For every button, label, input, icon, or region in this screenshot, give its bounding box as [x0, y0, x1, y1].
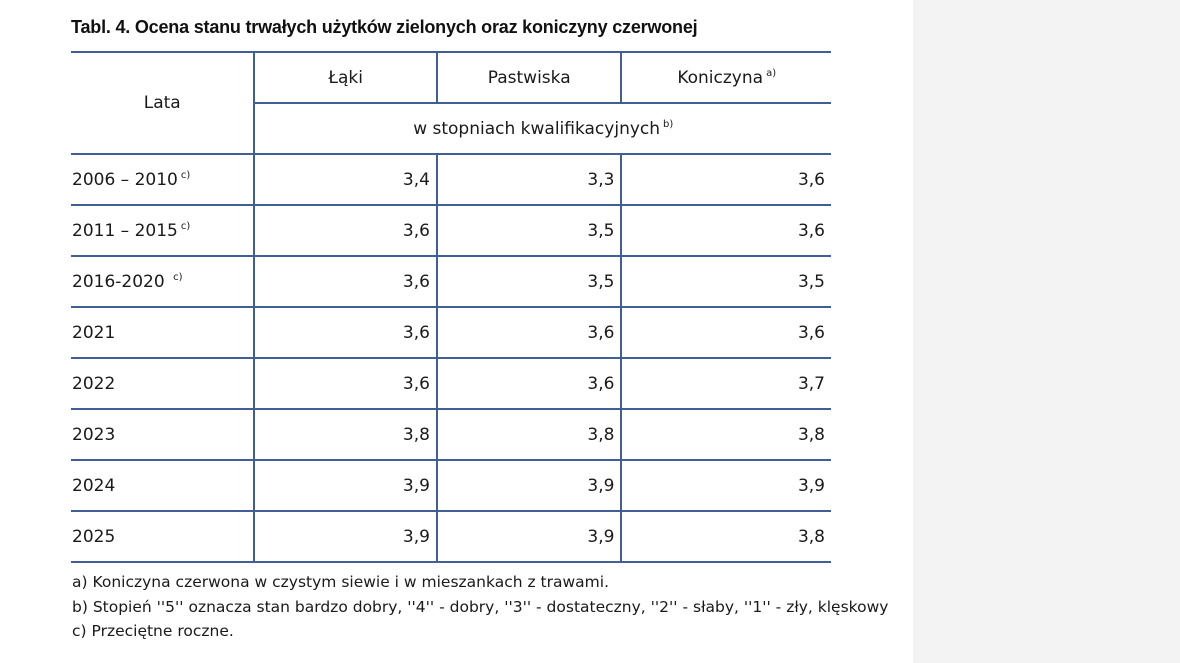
cell-koniczyna: 3,6: [621, 154, 831, 205]
table-row: [71, 358, 831, 409]
header-unit-note: b): [663, 118, 674, 130]
header-koniczyna-label: Koniczyna: [677, 67, 764, 88]
cell-pastwiska: 3,6: [437, 307, 621, 358]
cell-pastwiska: 3,5: [437, 256, 621, 307]
cell-koniczyna: 3,6: [621, 205, 831, 256]
cell-pastwiska: 3,9: [437, 460, 621, 511]
side-panel: [913, 0, 1180, 663]
row-year: 2011 – 2015 $^{c)}$: [71, 205, 254, 256]
table-row: [71, 409, 831, 460]
cell-pastwiska: 3,3: [437, 154, 621, 205]
table-row: [71, 307, 831, 358]
cell-laki: 3,6: [254, 256, 436, 307]
cell-laki: 3,6: [254, 307, 436, 358]
cell-pastwiska: 3,6: [437, 358, 621, 409]
row-year: 2023: [71, 409, 254, 460]
footnote-b: b) Stopień ''5'' oznacza stan bardzo dobry, ''4'' - dobry, ''3'' - dostateczny, ''2'' - słaby, ''1'' - zły, klęskowy: [72, 597, 889, 616]
cell-koniczyna: 3,9: [621, 460, 831, 511]
header-laki: Łąki: [254, 52, 436, 103]
row-year: 2006 – 2010 $^{c)}$: [71, 154, 254, 205]
row-year: 2016-2020 $^{c)}$: [71, 256, 254, 307]
data-table: [71, 51, 831, 563]
header-pastwiska: Pastwiska: [437, 52, 621, 103]
cell-koniczyna: 3,8: [621, 409, 831, 460]
table-row: [71, 256, 831, 307]
cell-pastwiska: 3,9: [437, 511, 621, 562]
row-year: 2022: [71, 358, 254, 409]
table-row: [71, 205, 831, 256]
header-koniczyna-note: a): [766, 67, 777, 79]
cell-laki: 3,9: [254, 460, 436, 511]
cell-pastwiska: 3,8: [437, 409, 621, 460]
table-row: [71, 154, 831, 205]
table-row: [71, 460, 831, 511]
cell-koniczyna: 3,6: [621, 307, 831, 358]
cell-laki: 3,4: [254, 154, 436, 205]
row-year: 2025: [71, 511, 254, 562]
row-year: 2021: [71, 307, 254, 358]
table-title: Tabl. 4. Ocena stanu trwałych użytków zielonych oraz koniczyny czerwonej: [71, 17, 698, 37]
cell-laki: 3,6: [254, 205, 436, 256]
cell-koniczyna: 3,5: [621, 256, 831, 307]
header-koniczyna: [621, 52, 831, 103]
cell-koniczyna: 3,8: [621, 511, 831, 562]
cell-laki: 3,8: [254, 409, 436, 460]
table-row: [71, 511, 831, 562]
row-year: 2024: [71, 460, 254, 511]
header-lata: Lata: [71, 52, 254, 154]
header-unit-label: w stopniach kwalifikacyjnych: [413, 118, 661, 139]
footnotes: [72, 570, 888, 644]
cell-pastwiska: 3,5: [437, 205, 621, 256]
cell-laki: 3,9: [254, 511, 436, 562]
header-unit: [254, 103, 831, 154]
cell-koniczyna: 3,7: [621, 358, 831, 409]
cell-laki: 3,6: [254, 358, 436, 409]
footnote-c: c) Przeciętne roczne.: [72, 622, 234, 640]
footnote-a: a) Koniczyna czerwona w czystym siewie i w mieszankach z trawami.: [72, 573, 609, 591]
